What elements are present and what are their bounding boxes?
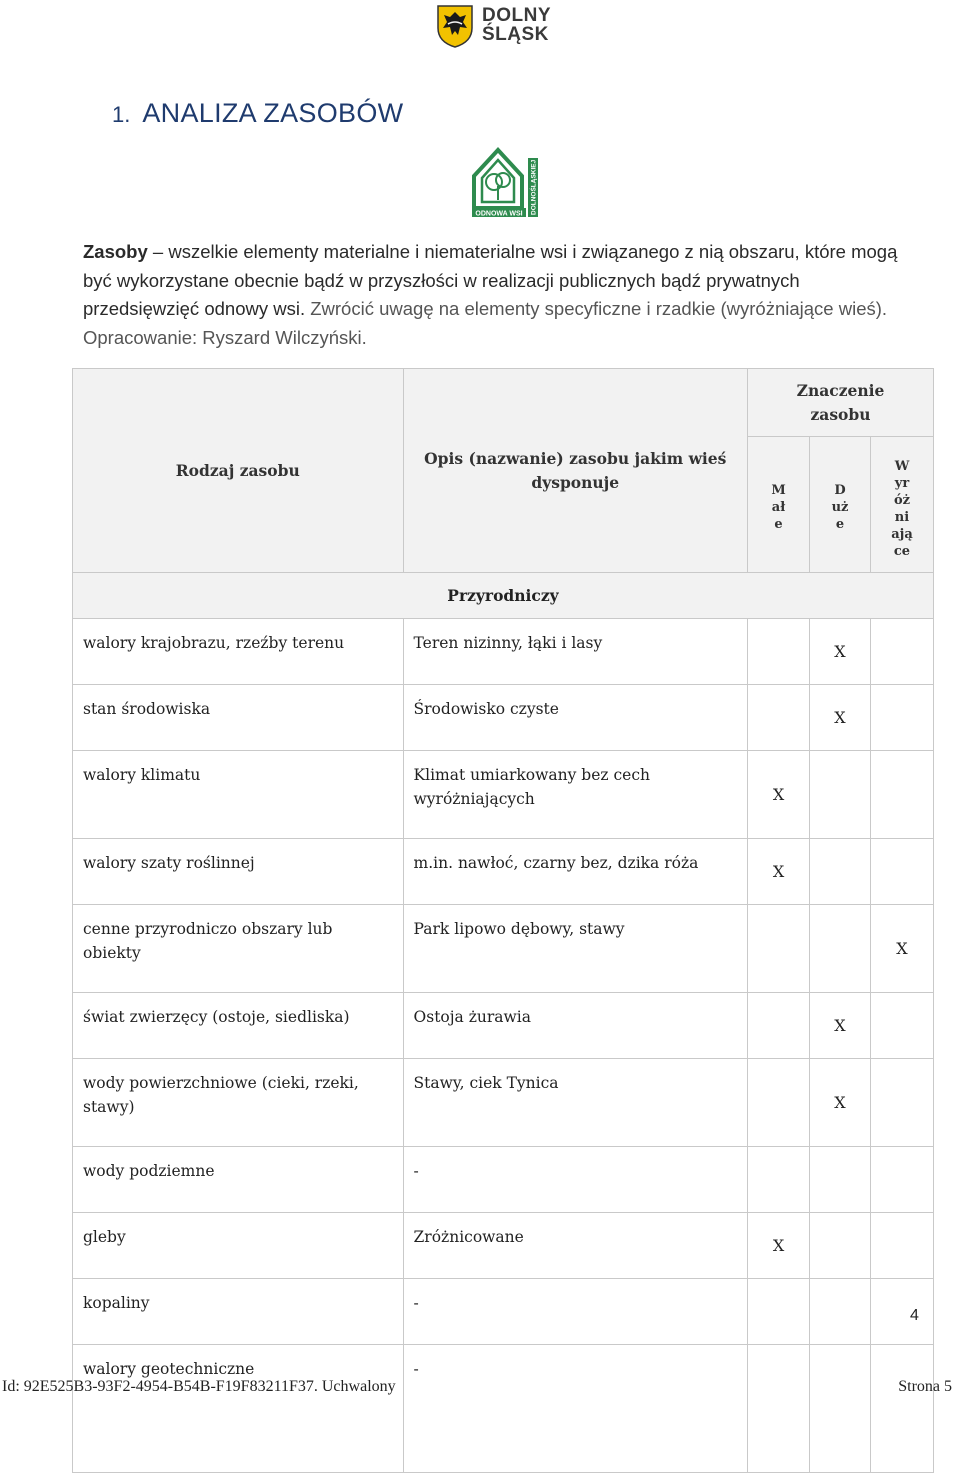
table-row bbox=[73, 1345, 934, 1473]
table-row bbox=[73, 751, 934, 839]
column-header-small: M ał e bbox=[748, 437, 810, 573]
mark-large-cell bbox=[810, 1147, 871, 1213]
dolny-slask-logo bbox=[436, 4, 566, 50]
mark-large-cell: X bbox=[810, 685, 871, 751]
mark-distinctive-cell bbox=[870, 1345, 933, 1473]
table-body bbox=[73, 619, 934, 1473]
table-row bbox=[73, 685, 934, 751]
section-heading bbox=[112, 98, 403, 129]
column-header-significance: Znaczenie zasobu bbox=[748, 369, 934, 437]
table-row bbox=[73, 619, 934, 685]
intro-definition: – wszelkie elementy materialne i niematerialne wsi i związanego z nią obszaru, które mogą być wykorzystane obecnie bądź w przyszłości w realizacji publicznych bądź prywatnych przedsięwzięć odnowy wsi. bbox=[83, 241, 898, 319]
coat-of-arms-icon bbox=[436, 4, 474, 48]
mark-large-cell: X bbox=[810, 993, 871, 1059]
mark-small-cell bbox=[748, 1279, 810, 1345]
mark-large-cell bbox=[810, 1345, 871, 1473]
resource-description-cell: - bbox=[403, 1279, 747, 1345]
mark-distinctive-cell: X bbox=[870, 905, 933, 993]
resources-table bbox=[72, 368, 934, 1473]
mark-distinctive-cell bbox=[870, 751, 933, 839]
mark-small-cell bbox=[748, 1345, 810, 1473]
mark-small-cell bbox=[748, 619, 810, 685]
resource-type-cell: walory szaty roślinnej bbox=[73, 839, 404, 905]
logo-wordmark bbox=[482, 6, 551, 44]
column-header-large: D uż e bbox=[810, 437, 871, 573]
page-number: 4 bbox=[910, 1307, 919, 1324]
resource-description-cell: Zróżnicowane bbox=[403, 1213, 747, 1279]
table-row bbox=[73, 1213, 934, 1279]
mark-distinctive-cell bbox=[870, 1147, 933, 1213]
mark-large-cell bbox=[810, 751, 871, 839]
odnowa-wsi-emblem bbox=[470, 142, 540, 220]
resource-type-cell: walory krajobrazu, rzeźby terenu bbox=[73, 619, 404, 685]
mark-small-cell bbox=[748, 993, 810, 1059]
resource-description-cell: Teren nizinny, łąki i lasy bbox=[403, 619, 747, 685]
mark-large-cell: X bbox=[810, 1059, 871, 1147]
mark-large-cell bbox=[810, 1279, 871, 1345]
mark-small-cell: X bbox=[748, 1213, 810, 1279]
document-id: Id: 92E525B3-93F2-4954-B54B-F19F83211F37. Uchwalony bbox=[2, 1378, 396, 1395]
mark-distinctive-cell bbox=[870, 619, 933, 685]
section-number: 1. bbox=[112, 102, 131, 127]
table-row bbox=[73, 1147, 934, 1213]
mark-small-cell bbox=[748, 685, 810, 751]
emblem-text-side: DOLNOŚLĄSKIEJ bbox=[530, 159, 538, 215]
resource-type-cell: gleby bbox=[73, 1213, 404, 1279]
resource-type-cell: walory geotechniczne bbox=[73, 1345, 404, 1473]
resource-description-cell: - bbox=[403, 1147, 747, 1213]
resource-type-cell: walory klimatu bbox=[73, 751, 404, 839]
mark-small-cell: X bbox=[748, 839, 810, 905]
resource-description-cell: - bbox=[403, 1345, 747, 1473]
resource-description-cell: m.in. nawłoć, czarny bez, dzika róża bbox=[403, 839, 747, 905]
mark-small-cell bbox=[748, 1059, 810, 1147]
mark-small-cell bbox=[748, 1147, 810, 1213]
house-tree-icon bbox=[470, 142, 540, 220]
logo-line2: ŚLĄSK bbox=[482, 24, 549, 45]
section-row-natural: Przyrodniczy bbox=[73, 573, 934, 619]
column-header-distinctive: W yr óż ni ają ce bbox=[870, 437, 933, 573]
resource-type-cell: cenne przyrodniczo obszary lub obiekty bbox=[73, 905, 404, 993]
mark-distinctive-cell bbox=[870, 839, 933, 905]
intro-term: Zasoby bbox=[83, 241, 148, 262]
mark-small-cell: X bbox=[748, 751, 810, 839]
logo-line1: DOLNY bbox=[482, 5, 551, 26]
resource-description-cell: Środowisko czyste bbox=[403, 685, 747, 751]
mark-distinctive-cell bbox=[870, 1059, 933, 1147]
mark-distinctive-cell bbox=[870, 1279, 933, 1345]
intro-note: Zwrócić uwagę na elementy specyficzne i rzadkie (wyróżniające wieś). Opracowanie: Ryszard Wilczyński. bbox=[83, 298, 888, 348]
document-footer bbox=[0, 1376, 960, 1396]
mark-distinctive-cell bbox=[870, 993, 933, 1059]
mark-large-cell bbox=[810, 1213, 871, 1279]
intro-paragraph bbox=[83, 238, 903, 352]
mark-large-cell: X bbox=[810, 619, 871, 685]
column-header-description: Opis (nazwanie) zasobu jakim wieś dysponuje bbox=[403, 369, 747, 573]
table-row bbox=[73, 993, 934, 1059]
emblem-text-bottom: ODNOWA WSI bbox=[475, 210, 523, 218]
resource-type-cell: wody podziemne bbox=[73, 1147, 404, 1213]
table-row bbox=[73, 905, 934, 993]
resource-description-cell: Stawy, ciek Tynica bbox=[403, 1059, 747, 1147]
mark-small-cell bbox=[748, 905, 810, 993]
resource-description-cell: Park lipowo dębowy, stawy bbox=[403, 905, 747, 993]
resource-description-cell: Ostoja żurawia bbox=[403, 993, 747, 1059]
resource-type-cell: stan środowiska bbox=[73, 685, 404, 751]
resource-description-cell: Klimat umiarkowany bez cech wyróżniających bbox=[403, 751, 747, 839]
mark-distinctive-cell bbox=[870, 685, 933, 751]
mark-large-cell bbox=[810, 905, 871, 993]
resource-type-cell: wody powierzchniowe (cieki, rzeki, stawy) bbox=[73, 1059, 404, 1147]
table-row bbox=[73, 1059, 934, 1147]
table-row bbox=[73, 839, 934, 905]
mark-distinctive-cell bbox=[870, 1213, 933, 1279]
page-label: Strona 5 bbox=[898, 1378, 952, 1395]
section-title: ANALIZA ZASOBÓW bbox=[142, 98, 404, 128]
mark-large-cell bbox=[810, 839, 871, 905]
column-header-type: Rodzaj zasobu bbox=[73, 369, 404, 573]
resource-type-cell: kopaliny bbox=[73, 1279, 404, 1345]
resource-type-cell: świat zwierzęcy (ostoje, siedliska) bbox=[73, 993, 404, 1059]
table-row bbox=[73, 1279, 934, 1345]
